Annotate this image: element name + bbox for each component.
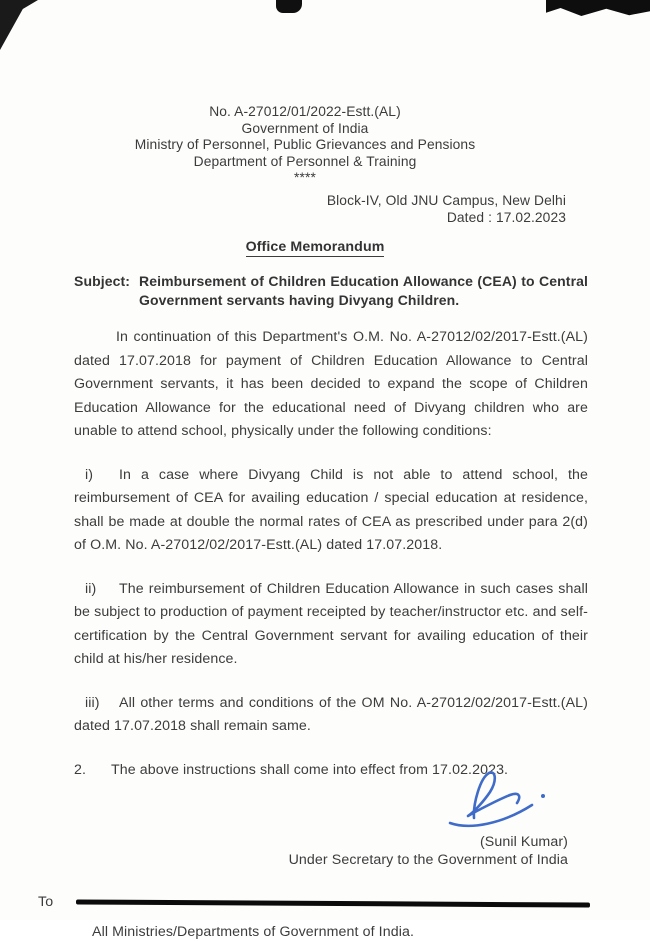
paragraph-intro: In continuation of this Department's O.M. No. A-27012/02/2017-Estt.(AL) dated 17.07.2018 for payment of Children Education Allowance to Central Government servants, it has been decided to expand the scope of Children Education Allowance for the educational need of Divyang children who are unable to attend school, physically under the following conditions:	[74, 329, 588, 440]
star-separator: ****	[294, 170, 316, 186]
paragraph-2-marker: 2.	[74, 761, 87, 778]
office-address: Block-IV, Old JNU Campus, New Delhi	[326, 192, 566, 208]
list-item-i	[74, 464, 588, 558]
subject-text: Reimbursement of Children Education Allowance (CEA) to Central Government servants having Divyang Children.	[139, 273, 588, 309]
signature-handwriting	[444, 766, 554, 828]
list-text-ii: The reimbursement of Children Education Allowance in such cases shall be subject to production of payment receipted by teacher/instructor etc. and self-certification by the Central Government servant for availing education of their child at his/her residence.	[74, 580, 588, 668]
dated-line: Dated : 17.02.2023	[446, 209, 566, 225]
org-department: Department of Personnel & Training	[193, 153, 417, 169]
signer-designation: Under Secretary to the Government of India	[288, 851, 568, 868]
letterhead	[74, 104, 536, 187]
list-marker-i: i)	[85, 466, 94, 483]
list-marker-ii: ii)	[85, 580, 97, 597]
org-government: Government of India	[241, 120, 369, 136]
memorandum-title-row	[74, 236, 556, 260]
list-text-i: In a case where Divyang Child is not able to attend school, the reimbursement of CEA for availing education / special education at residence, shall be made at double the normal rates of CEA as prescribed under para 2(d) of O.M. No. A-27012/02/2017-Estt.(AL) dated 17.07.2018.	[74, 466, 588, 554]
list-marker-iii: iii)	[85, 694, 100, 711]
list-text-iii: All other terms and conditions of the OM No. A-27012/02/2017-Estt.(AL) dated 17.07.2018 shall remain same.	[74, 694, 588, 735]
reference-number: No. A-27012/01/2022-Estt.(AL)	[209, 104, 401, 119]
subject-label: Subject:	[74, 273, 131, 290]
subject-line	[74, 272, 588, 310]
to-label: To	[38, 893, 54, 910]
paragraph-2-text: The above instructions shall come into effect from 17.02.2023.	[111, 761, 509, 778]
signer-name: (Sunil Kumar)	[479, 833, 568, 850]
addressee-line: All Ministries/Departments of Government of India.	[92, 923, 414, 940]
org-ministry: Ministry of Personnel, Public Grievances and Pensions	[134, 137, 476, 153]
address-date-block	[74, 192, 588, 226]
list-item-iii	[74, 692, 588, 739]
list-item-ii	[74, 578, 588, 672]
memorandum-title: Office Memorandum	[245, 238, 385, 255]
